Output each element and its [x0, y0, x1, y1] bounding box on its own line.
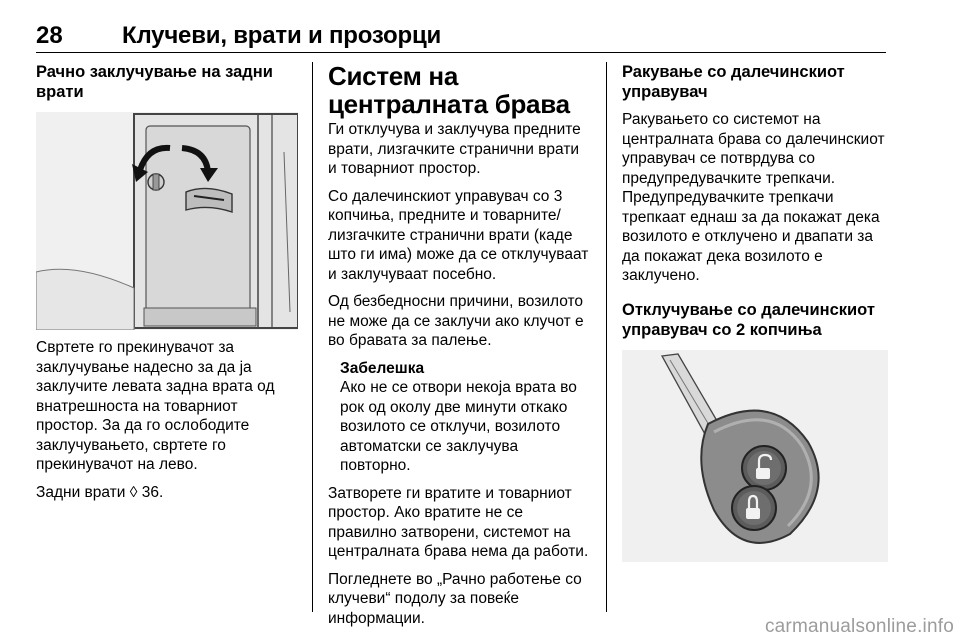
instruction-text: Свртете го прекинувачот за заклучување надесно за да ја заклучите левата задна врата од внатрешноста на товарниот простор. За да го ослободите заклучувањето, свртете го прекинувачот на лево. — [36, 339, 275, 473]
chapter-title: Клучеви, врати и прозорци — [122, 22, 442, 49]
page-header — [36, 20, 886, 53]
watermark-text: carmanualsonline.info — [764, 616, 954, 637]
section-heading: Рачно заклучување на задни врати — [36, 63, 273, 101]
body-paragraph: Со далечинскиот управувач со 3 копчиња, предните и товарните/ лизгачките странични врати (каде што ги има) може да се отклучуваат и заклучуваат посебно. — [328, 187, 589, 283]
door-lock-figure — [36, 112, 298, 330]
section-heading: Ракување со далечинскиот управувач — [622, 63, 845, 101]
remote-key-illustration — [622, 350, 888, 562]
column-divider — [312, 62, 313, 612]
body-paragraph: Ракувањето со системот на централната брава со далечинскиот управувач се потврдува со предупредувачките трепкачи. Предупредувачките трепкачи трепкаат еднаш за да покажат дека возилото е отклучено и двапати за да покажат дека возилото е заклучено. — [622, 111, 885, 284]
column-right — [622, 62, 888, 562]
note-text: Ако не се отвори некоја врата во рок од околу две минути откако возилото се отклучи, возилото автоматски се заклучува повторно. — [340, 379, 577, 474]
column-divider — [606, 62, 607, 612]
body-paragraph: Од безбедносни причини, возилото не може да се заклучи ако клучот е во бравата за палење. — [328, 293, 584, 349]
section-heading: Систем на централната брава — [328, 61, 570, 119]
note-heading: Забелешка — [340, 359, 425, 377]
column-left — [36, 62, 298, 502]
body-paragraph: Затворете ги вратите и товарниот простор. Ако вратите не се правилно затворени, системот на централната брава нема да работи. — [328, 484, 589, 560]
subsection-heading: Отклучување со далечинскиот управувач со 2 копчиња — [622, 300, 875, 339]
body-paragraph: Погледнете во „Рачно работење со клучеви“ подолу за повеќе информации. — [328, 570, 582, 627]
note-block — [340, 359, 590, 476]
remote-key-figure — [622, 350, 888, 562]
door-lock-illustration — [36, 112, 298, 330]
cross-reference-link[interactable]: Задни врати ◊ 36. — [36, 483, 164, 501]
page-number: 28 — [36, 22, 63, 49]
body-paragraph: Ги отклучува и заклучува предните врати, лизгачките странични врати и товарниот простор. — [328, 121, 581, 177]
column-middle — [328, 62, 590, 628]
